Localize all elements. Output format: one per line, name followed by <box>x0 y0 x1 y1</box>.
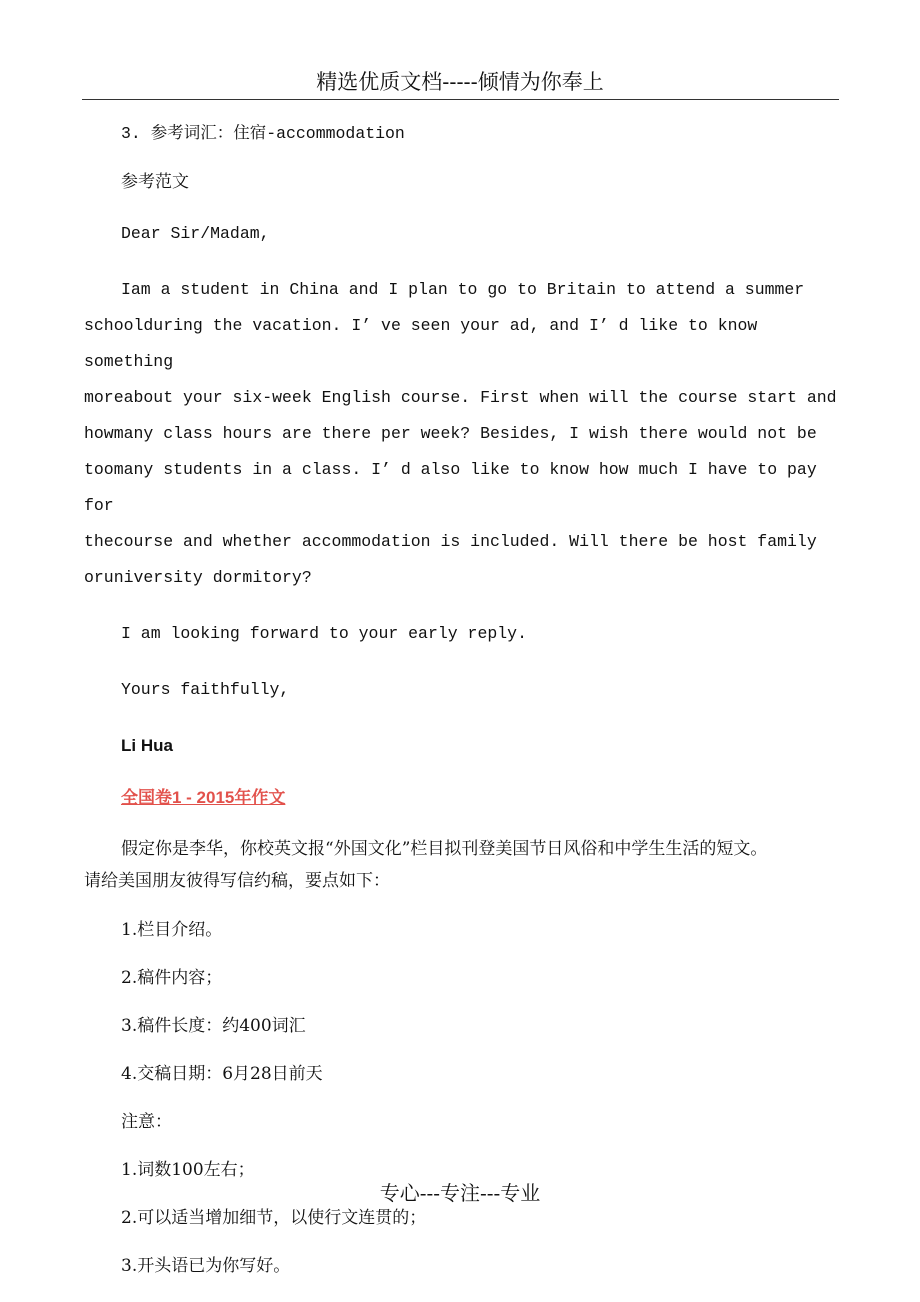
letter-signature: Li Hua <box>121 736 173 755</box>
letter-salutation: Dear Sir/Madam, <box>121 224 270 243</box>
notes-title: 注意： <box>121 1112 172 1132</box>
letter-line: toomany students in a class. I’ d also like to know how much I have to pay for <box>84 460 817 515</box>
prompt <box>84 832 844 896</box>
list-item: 1.栏目介绍。 <box>121 920 223 940</box>
list-item: 3.开头语已为你写好。 <box>121 1256 291 1276</box>
key-points-list <box>84 916 844 1088</box>
list-item: 1.词数100左右； <box>121 1160 255 1180</box>
letter-closing-line: I am looking forward to your early reply. <box>121 624 527 643</box>
page-header-title: 精选优质文档-----倾情为你奉上 <box>316 70 604 94</box>
prompt-line-2: 请给美国朋友彼得写信约稿，要点如下： <box>84 871 390 891</box>
letter-line: schoolduring the vacation. I’ ve seen your ad, and I’ d like to know something <box>84 316 758 371</box>
prompt-line-1: 假定你是李华，你校英文报“外国文化”栏目拟刊登美国节日风俗和中学生生活的短文。 <box>121 839 768 859</box>
sample-title: 参考范文 <box>121 172 189 192</box>
list-item: 3.稿件长度：约400词汇 <box>121 1016 306 1036</box>
sample-letter <box>84 216 844 764</box>
document-body <box>84 120 844 1280</box>
letter-body <box>84 272 844 596</box>
list-item: 2.稿件内容； <box>121 968 223 988</box>
section-heading <box>84 784 844 812</box>
letter-line: oruniversity dormitory? <box>84 568 312 587</box>
page-footer: 专心---专注---专业 <box>379 1181 541 1205</box>
list-item: 4.交稿日期：6月28日前天 <box>121 1064 323 1084</box>
letter-line: thecourse and whether accommodation is included. Will there be host family <box>84 532 817 551</box>
section-heading-text: 全国卷1 - 2015年作文 <box>121 788 286 807</box>
letter-line: Iam a student in China and I plan to go to Britain to attend a summer <box>121 280 805 299</box>
notes-list <box>84 1156 844 1280</box>
letter-line: moreabout your six-week English course. First when will the course start and <box>84 388 837 407</box>
letter-line: howmany class hours are there per week? Besides, I wish there would not be <box>84 424 817 443</box>
letter-signoff: Yours faithfully, <box>121 680 290 699</box>
header-divider <box>82 99 839 100</box>
vocab-line: 3. 参考词汇：住宿-accommodation <box>121 124 405 143</box>
list-item: 2.可以适当增加细节，以使行文连贯的； <box>121 1208 427 1228</box>
